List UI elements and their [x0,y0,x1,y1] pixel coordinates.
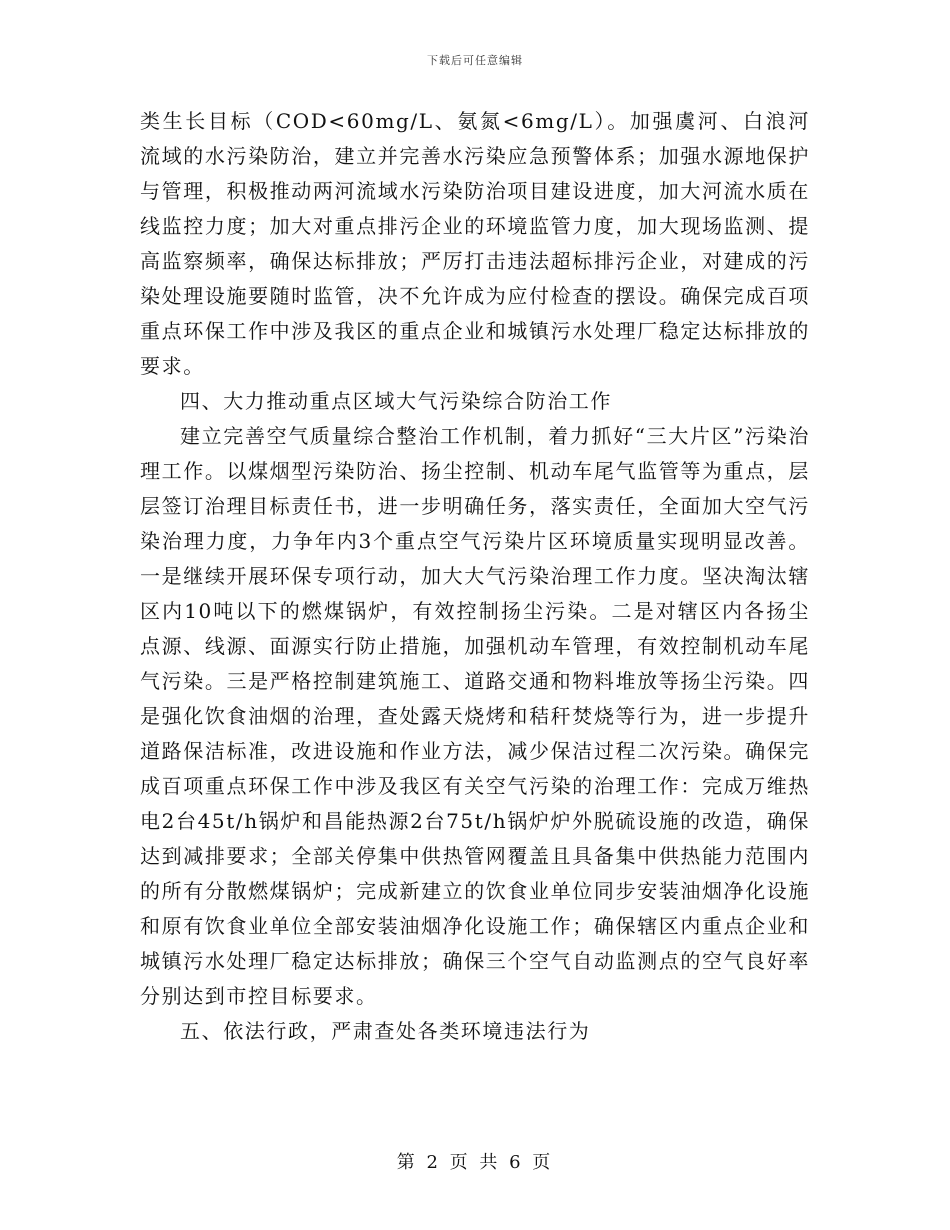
section-heading-four: 四、大力推动重点区域大气污染综合防治工作 [180,389,612,413]
page-number-footer: 第 2 页 共 6 页 [396,1152,554,1173]
page-header: 下载后可任意编辑 [427,54,523,67]
section-heading-five: 五、依法行政，严肃查处各类环境违法行为 [180,1019,591,1043]
document-body [140,104,810,1049]
paragraph-air-pollution: 建立完善空气质量综合整治工作机制，着力抓好“三大片区”污染治理工作。以煤烟型污染防治、扬尘控制、机动车尾气监管等为重点，层层签订治理目标责任书，进一步明确任务，落实责任，全面加大空气污染治理力度，力争年内3个重点空气污染片区环境质量实现明显改善。一是继续开展环保专项行动，加大大气污染治理工作力度。坚决淘汰辖区内10吨以下的燃煤锅炉，有效控制扬尘污染。二是对辖区内各扬尘点源、线源、面源实行防止措施，加强机动车管理，有效控制机动车尾气污染。三是严格控制建筑施工、道路交通和物料堆放等扬尘污染。四是强化饮食油烟的治理，查处露天烧烤和秸秆焚烧等行为，进一步提升道路保洁标准，改进设施和作业方法，减少保洁过程二次污染。确保完成百项重点环保工作中涉及我区有关空气污染的治理工作：完成万维热电2台45t/h锅炉和昌能热源2台75t/h锅炉炉外脱硫设施的改造，确保达到减排要求；全部关停集中供热管网覆盖且具备集中供热能力范围内的所有分散燃煤锅炉；完成新建立的饮食业单位同步安装油烟净化设施和原有饮食业单位全部安装油烟净化设施工作；确保辖区内重点企业和城镇污水处理厂稳定达标排放；确保三个空气自动监测点的空气良好率分别达到市控目标要求。 [140,424,810,1008]
paragraph-continued: 类生长目标（COD<60mg/L、氨氮<6mg/L）。加强虞河、白浪河流域的水污染防治，建立并完善水污染应急预警体系；加强水源地保护与管理，积极推动两河流域水污染防治项目建设进度，加大河流水质在线监控力度；加大对重点排污企业的环境监管力度，加大现场监测、提高监察频率，确保达标排放；严厉打击违法超标排污企业，对建成的污染处理设施要随时监管，决不允许成为应付检查的摆设。确保完成百项重点环保工作中涉及我区的重点企业和城镇污水处理厂稳定达标排放的要求。 [140,109,810,378]
